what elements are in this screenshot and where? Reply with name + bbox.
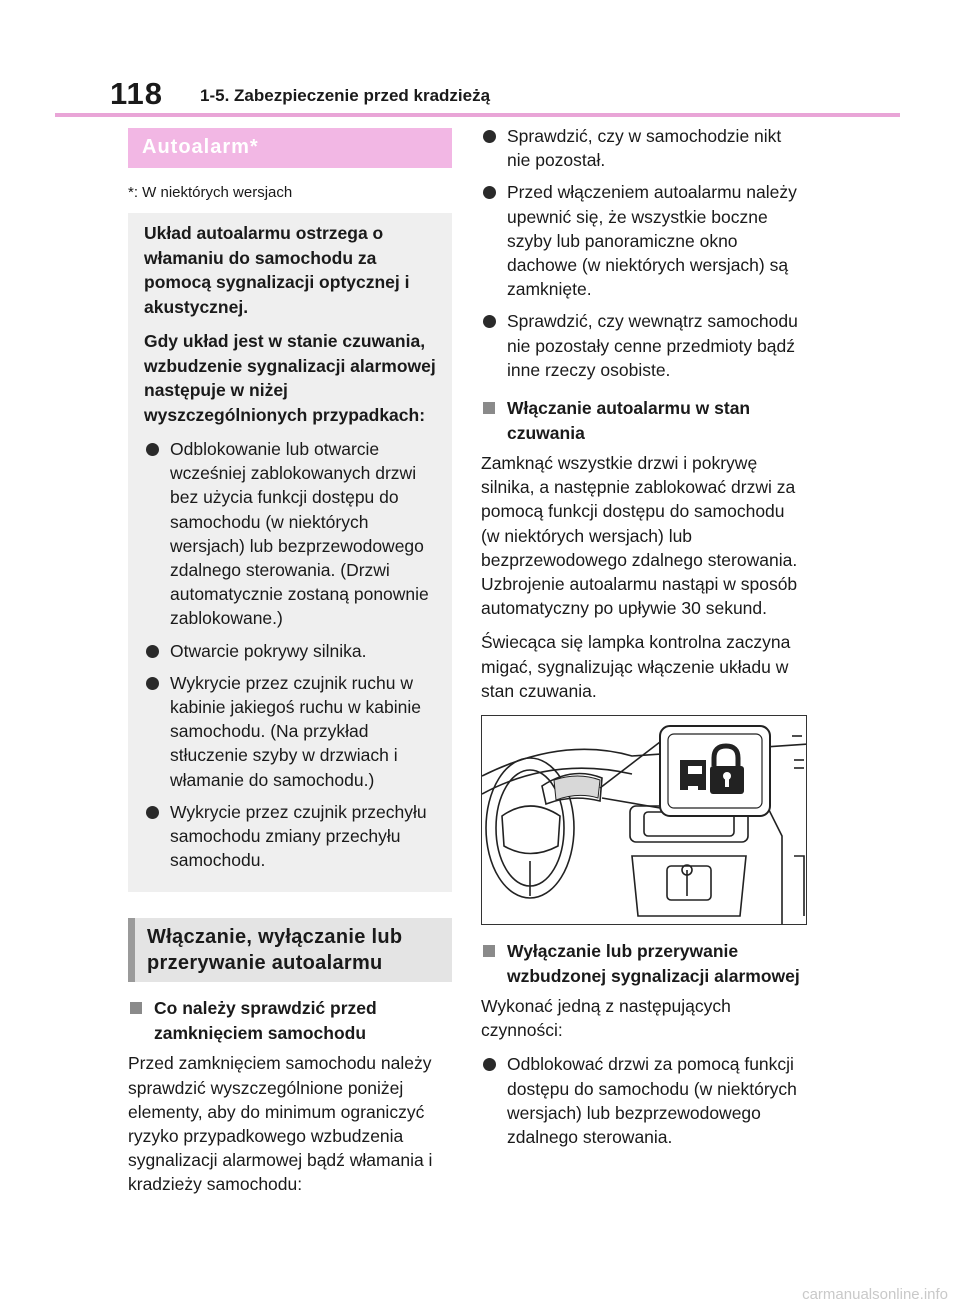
list-item: [481, 1052, 807, 1149]
right-column: [481, 124, 807, 1157]
list-item-text: Sprawdzić, czy w samochodzie nikt nie pozostał.: [507, 126, 782, 171]
section-title-autoalarm: Autoalarm*: [128, 128, 452, 168]
left-column: [128, 128, 452, 1207]
subhead-text: Włączanie autoalarmu w stan czuwania: [507, 398, 751, 443]
summary-box: [128, 213, 452, 892]
list-item: [144, 639, 440, 663]
bullet-icon: [146, 806, 159, 819]
bullet-icon: [483, 186, 496, 199]
square-bullet-icon: [483, 945, 495, 957]
paragraph-arming: Zamknąć wszystkie drzwi i pokrywę silnika, a następnie zablokować drzwi za pomocą funkcji dostępu do samochodu (w niektórych wersjach) lub bezprzewodowego zdalnego sterowania. Uzbrojenie autoalarmu nastąpi w sposób automatyczny po upływie 30 sekund.: [481, 453, 798, 619]
dashboard-drawing: [482, 716, 807, 925]
list-item-text: Odblokować drzwi za pomocą funkcji dostępu do samochodu (w niektórych wersjach) lub bezprzewodowego zdalnego sterowania.: [507, 1054, 797, 1148]
subhead-check-before-locking: [128, 996, 452, 1045]
disarm-list: [481, 1052, 807, 1149]
paragraph-check-intro: Przed zamknięciem samochodu należy sprawdzić wyszczególnione poniżej elementy, aby do minimum ograniczyć ryzyko przypadkowego wzbudzenia sygnalizacji alarmowej bądź włamania i kradzieży samochodu:: [128, 1053, 433, 1195]
summary-lead-2: Gdy układ jest w stanie czuwania, wzbudzenie sygnalizacji alarmowej następuje w niżej wyszczególnionych przypadkach:: [144, 331, 436, 425]
trigger-list: [144, 437, 440, 872]
chapter-title: 1-5. Zabezpieczenie przed kradzieżą: [200, 86, 491, 105]
list-item-text: Przed włączeniem autoalarmu należy upewnić się, że wszystkie boczne szyby lub panoramiczne okno dachowe (w niektórych wersjach) są zamknięte.: [507, 182, 797, 300]
paragraph-indicator: Świecąca się lampka kontrolna zaczyna migać, sygnalizując włączenie układu w stan czuwania.: [481, 632, 791, 701]
list-item-text: Wykrycie przez czujnik ruchu w kabinie jakiegoś ruchu w kabinie samochodu. (Na przykład stłuczenie szyby w drzwiach i włamanie do samochodu.): [170, 672, 421, 790]
list-item-text: Otwarcie pokrywy silnika.: [170, 640, 367, 661]
section-title-enable-disable: Włączanie, wyłączanie lub przerywanie autoalarmu: [128, 918, 452, 982]
list-item: [481, 180, 807, 301]
subhead-text: Co należy sprawdzić przed zamknięciem samochodu: [154, 998, 377, 1043]
bullet-icon: [483, 130, 496, 143]
list-item: [481, 124, 807, 172]
check-list: [481, 124, 807, 382]
subhead-disarming: [481, 939, 807, 988]
subhead-arming: [481, 396, 807, 445]
list-item: [144, 800, 440, 873]
list-item: [144, 671, 440, 792]
dashboard-illustration: [481, 715, 807, 925]
watermark: carmanualsonline.info: [802, 1286, 948, 1303]
list-item: [481, 309, 807, 382]
list-item-text: Odblokowanie lub otwarcie wcześniej zablokowanych drzwi bez użycia funkcji dostępu do samochodu (w niektórych wersjach) lub bezprzewodowego zdalnego sterowania. (Drzwi automatycznie zostaną ponownie zablokowane.): [170, 439, 429, 629]
list-item-text: Wykrycie przez czujnik przechyłu samochodu zmiany przechyłu samochodu.: [170, 801, 427, 871]
summary-lead-1: Układ autoalarmu ostrzega o włamaniu do samochodu za pomocą sygnalizacji optycznej i akustycznej.: [144, 223, 410, 317]
bullet-icon: [146, 443, 159, 456]
square-bullet-icon: [130, 1002, 142, 1014]
bullet-icon: [146, 645, 159, 658]
bullet-icon: [483, 315, 496, 328]
bullet-icon: [146, 677, 159, 690]
subhead-text: Wyłączanie lub przerywanie wzbudzonej sygnalizacji alarmowej: [507, 941, 800, 986]
page-number: 118: [110, 76, 164, 111]
list-item-text: Sprawdzić, czy wewnątrz samochodu nie pozostały cenne przedmioty bądź inne rzeczy osobiste.: [507, 311, 798, 380]
header-divider: [55, 113, 900, 117]
footnote: *: W niektórych wersjach: [128, 184, 293, 201]
list-item: [144, 437, 440, 631]
bullet-icon: [483, 1058, 496, 1071]
square-bullet-icon: [483, 402, 495, 414]
paragraph-disarm-intro: Wykonać jedną z następujących czynności:: [481, 996, 731, 1041]
